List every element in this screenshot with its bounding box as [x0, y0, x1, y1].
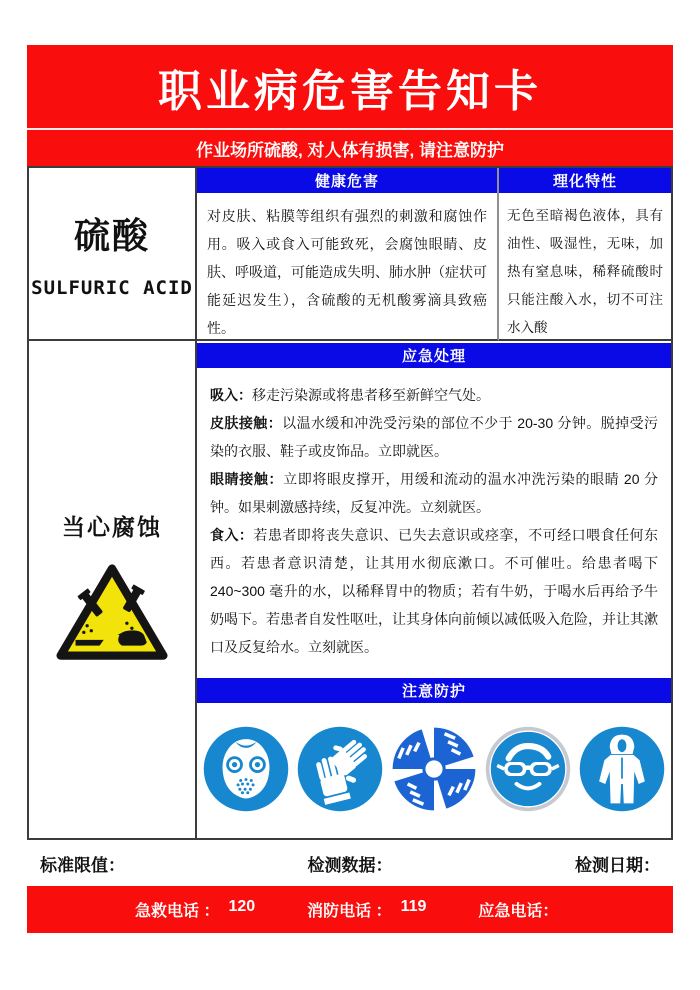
ventilation-fan-icon [390, 725, 478, 813]
emergency-header: 应急处理 [197, 343, 671, 368]
emergency-and-protection-cell [197, 341, 671, 838]
warning-label: 当心腐蚀 [62, 514, 162, 540]
emergency-item [210, 409, 658, 465]
first-aid-phone [135, 898, 255, 921]
health-hazard-text: 对皮肤、粘膜等组织有强烈的刺激和腐蚀作用。吸入或食入可能致死，会腐蚀眼睛、皮肤、呼吸道，可能造成失明、肺水肿（症状可能延迟发生），含硫酸的无机酸雾滴具致癌性。 [207, 208, 487, 336]
substance-name-en: SULFURIC ACID [31, 277, 193, 299]
emergency-item [210, 381, 658, 409]
test-data-label: 检测数据： [307, 855, 393, 875]
emergency-phone [478, 898, 567, 921]
properties-text: 无色至暗褐色液体，具有油性、吸湿性，无味，加热有窒息味，稀释硫酸时只能注酸入水，切不可注水入酸 [507, 208, 663, 335]
fire-phone [307, 898, 426, 921]
first-aid-phone-number: 120 [228, 898, 256, 915]
emergency-item-label: 食入： [210, 527, 254, 543]
properties-header: 理化特性 [499, 168, 671, 193]
standard-limit-label: 标准限值： [40, 855, 125, 875]
emergency-instructions [197, 371, 671, 661]
safety-goggles-icon [484, 725, 572, 813]
protective-gloves-icon [296, 725, 384, 813]
substance-name-cn: 硫酸 [73, 215, 150, 256]
protection-header: 注意防护 [197, 678, 671, 703]
fire-phone-number: 119 [400, 898, 427, 915]
page-title: 职业病危害告知卡 [27, 45, 673, 128]
emergency-item-text: 以温水缓和冲洗受污染的部位不少于 20-30 分钟。脱掉受污染的衣服、鞋子或皮饰品。立即就医。 [210, 415, 658, 459]
emergency-phone-label: 应急电话： [478, 903, 559, 920]
health-hazard-cell [197, 168, 499, 341]
ppe-icons-row [197, 725, 671, 813]
emergency-item-label: 吸入： [210, 387, 252, 403]
test-date-label: 检测日期： [575, 855, 660, 875]
page-subtitle: 作业场所硫酸, 对人体有损害, 请注意防护 [27, 130, 673, 166]
emergency-item-label: 皮肤接触： [210, 415, 283, 431]
gas-mask-icon [202, 725, 290, 813]
info-table [27, 166, 673, 840]
emergency-item-text: 若患者即将丧失意识、已失去意识或痉挛，不可经口喂食任何东西。若患者意识清楚，让其用水彻底漱口。不可催吐。给患者喝下 240~300 毫升的水，以稀释胃中的物质；若有牛奶，于喝水后再给予牛奶喝下。若患者自发性呕吐，让其身体向前倾以减低吸入危险，并让其漱口及反复给水。立刻就医。 [210, 527, 659, 655]
protective-clothing-icon [578, 725, 666, 813]
emergency-item-label: 眼睛接触： [210, 471, 284, 487]
health-hazard-header: 健康危害 [197, 168, 497, 193]
emergency-item [210, 465, 658, 521]
emergency-item [210, 521, 658, 661]
emergency-item-text: 移走污染源或将患者移至新鲜空气处。 [252, 387, 490, 403]
properties-cell [499, 168, 671, 341]
warning-cell [29, 341, 197, 838]
measurement-row [27, 840, 673, 886]
corrosion-warning-icon [54, 560, 170, 670]
substance-cell [29, 168, 197, 341]
emergency-item-text: 立即将眼皮撑开，用缓和流动的温水冲洗污染的眼睛 20 分钟。如果刺激感持续，反复冲洗。立刻就医。 [210, 471, 658, 515]
fire-phone-label: 消防电话 ： [307, 903, 392, 920]
emergency-phones-bar [27, 886, 673, 933]
first-aid-phone-label: 急救电话 ： [135, 903, 220, 920]
